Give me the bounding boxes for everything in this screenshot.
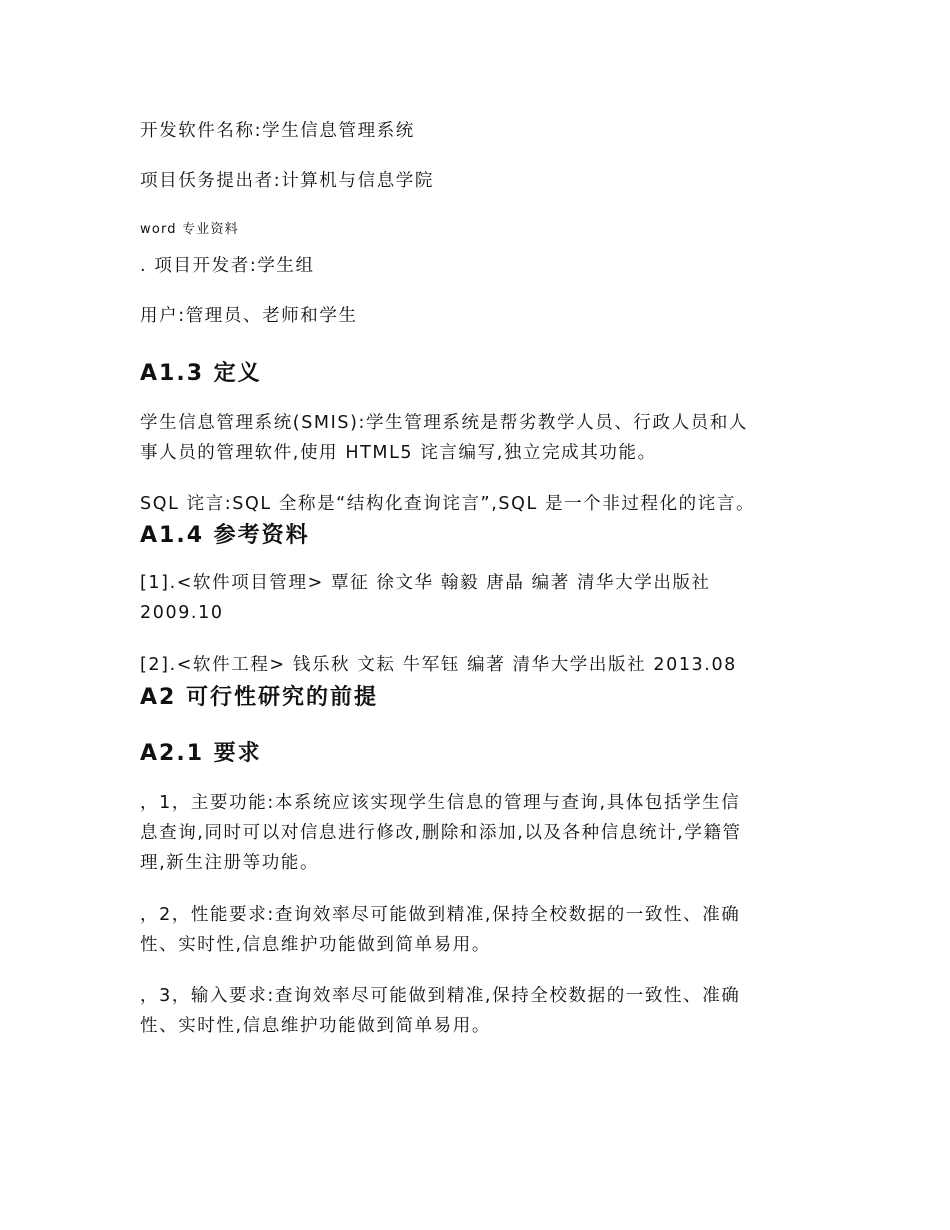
requirement-3-line-2: 性、实时性,信息维护功能做到简单易用。 — [140, 1016, 491, 1036]
sql-definition: SQL 诧言:SQL 全称是“结构化查询诧言”,SQL 是一个非过程化的诧言。 — [140, 494, 756, 514]
users-line: 用户:管理员、老师和学生 — [140, 306, 358, 326]
requirement-2-line-2: 性、实时性,信息维护功能做到简单易用。 — [140, 935, 491, 955]
requirement-3-line-1: ，3，输入要求:查询效率尽可能做到精准,保持全校数据的一致性、准确 — [140, 986, 741, 1006]
reference-2: [2].<软件工程> 钱乐秋 文耘 牛军钰 编著 清华大学出版社 2013.08 — [140, 655, 737, 675]
heading-a14: A1.4 参考资料 — [140, 523, 310, 548]
requirement-1 — [140, 788, 820, 878]
heading-a13: A1.3 定义 — [140, 361, 262, 386]
requirement-2-line-1: ，2，性能要求:查询效率尽可能做到精准,保持全校数据的一致性、准确 — [140, 905, 741, 925]
requirement-2 — [140, 900, 820, 960]
requirement-1-line-2: 息查询,同时可以对信息进行修改,删除和添加,以及各种信息统计,学籍管 — [140, 823, 742, 843]
smis-definition — [140, 408, 820, 468]
task-proposer-line: 项目仸务提出者:计算机与信息学院 — [140, 171, 434, 191]
heading-a2: A2 可行性研究的前提 — [140, 685, 378, 710]
software-name-line: 开发软件名称:学生信息管理系统 — [140, 121, 415, 141]
requirement-1-line-3: 理,新生注册等功能。 — [140, 853, 320, 873]
reference-1 — [140, 568, 820, 628]
smis-definition-line-1: 学生信息管理系统(SMIS):学生管理系统是帮劣教学人员、行政人员和人 — [140, 413, 749, 433]
heading-a21: A2.1 要求 — [140, 741, 262, 766]
requirement-3 — [140, 981, 820, 1041]
smis-definition-line-2: 事人员的管理软件,使用 HTML5 诧言编写,独立完成其功能。 — [140, 443, 657, 463]
developer-line: . 项目开发者:学生组 — [140, 256, 315, 276]
reference-1-line-2: 2009.10 — [140, 603, 224, 623]
reference-1-line-1: [1].<软件项目管理> 覃征 徐文华 翰毅 唐晶 编著 清华大学出版社 — [140, 573, 711, 593]
watermark-text: word 专业资料 — [140, 222, 239, 237]
requirement-1-line-1: ，1，主要功能:本系统应该实现学生信息的管理与查询,具体包括学生信 — [140, 793, 741, 813]
